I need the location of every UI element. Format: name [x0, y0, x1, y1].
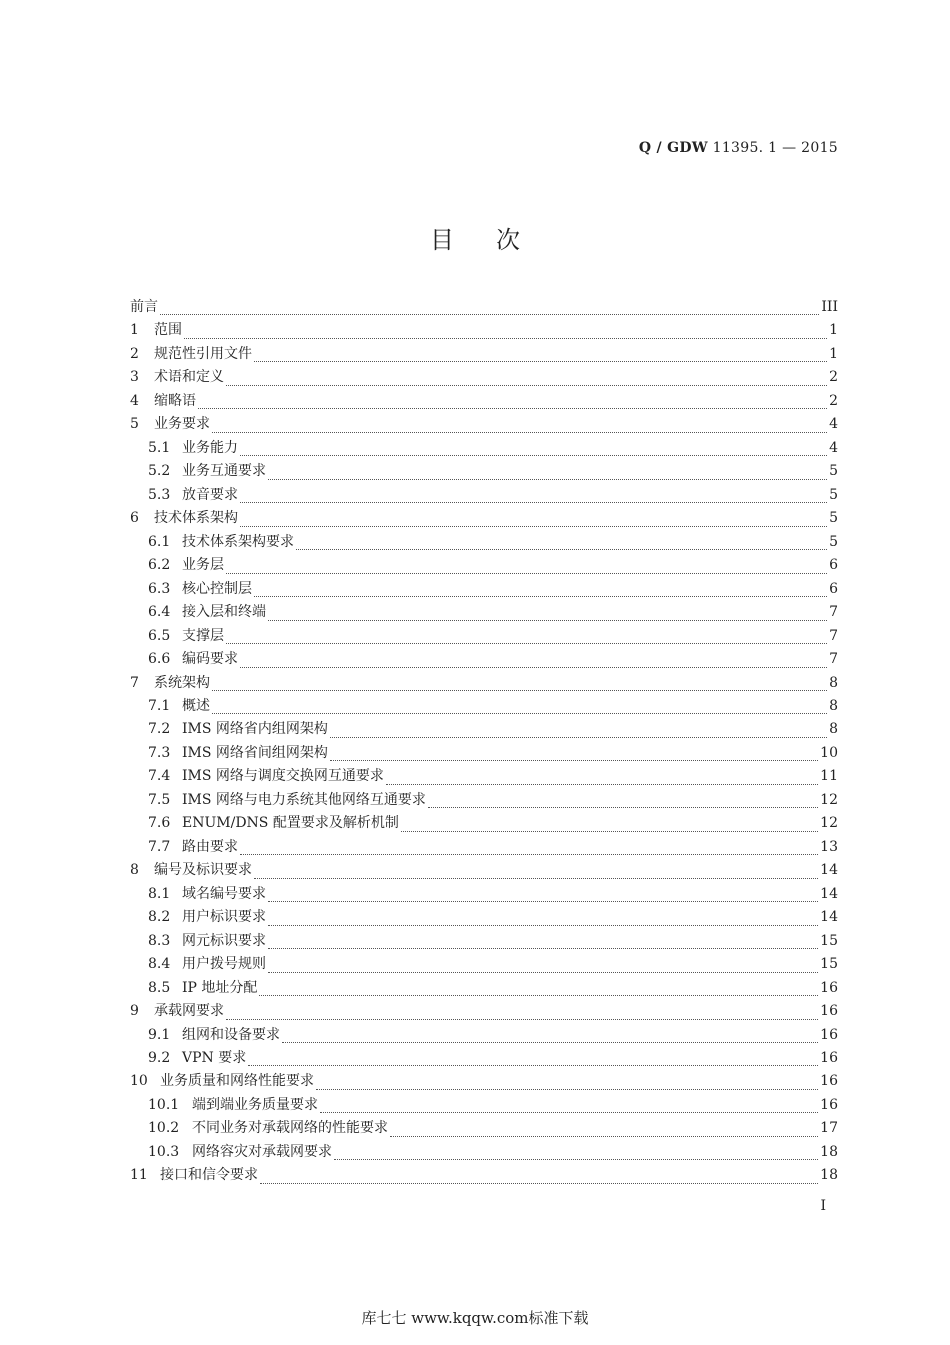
toc-entry-title: 编码要求 [182, 651, 238, 668]
toc-entry-number: 7.6 [148, 815, 171, 832]
toc-dot-leader [330, 736, 827, 738]
toc-entry[interactable] [130, 531, 838, 554]
toc-entry[interactable] [130, 836, 838, 859]
toc-dot-leader [240, 853, 818, 855]
toc-dot-leader [268, 971, 818, 973]
toc-entry[interactable] [130, 672, 838, 695]
standard-code-header [639, 140, 838, 156]
toc-dot-leader [160, 313, 819, 315]
toc-entry[interactable] [130, 812, 838, 835]
toc-entry[interactable] [130, 1000, 838, 1023]
toc-dot-leader [212, 431, 827, 433]
toc-entry-page: 5 [829, 463, 838, 480]
toc-entry-page: 10 [820, 744, 838, 761]
toc-entry-title: 核心控制层 [182, 580, 252, 597]
toc-entry-page: 15 [820, 956, 838, 973]
toc-entry-number: 7.3 [148, 744, 171, 761]
toc-entry[interactable] [130, 718, 838, 741]
toc-dot-leader [268, 924, 818, 926]
toc-entry-page: 8 [829, 674, 838, 691]
toc-entry-number: 3 [130, 369, 139, 386]
toc-dot-leader [184, 337, 827, 339]
toc-entry[interactable] [130, 507, 838, 530]
toc-entry-title: 支撑层 [182, 627, 224, 644]
toc-entry-title: 缩略语 [154, 392, 196, 409]
toc-dot-leader [240, 525, 827, 527]
page-number: I [820, 1198, 826, 1214]
toc-entry[interactable] [130, 953, 838, 976]
toc-entry-title: IP 地址分配 [182, 979, 258, 996]
toc-dot-leader [268, 478, 827, 480]
toc-dot-leader [259, 994, 818, 996]
toc-entry-title: 业务能力 [182, 439, 238, 456]
toc-entry-title: 域名编号要求 [182, 885, 266, 902]
toc-dot-leader [254, 877, 818, 879]
toc-entry-number: 7 [130, 674, 139, 691]
toc-dot-leader [282, 1041, 818, 1043]
toc-entry-number: 7.4 [148, 768, 171, 785]
toc-entry-page: 4 [829, 439, 838, 456]
toc-entry-title: 不同业务对承载网络的性能要求 [192, 1120, 388, 1137]
toc-dot-leader [428, 806, 818, 808]
toc-entry-number: 6.6 [148, 651, 171, 668]
toc-entry-page: 16 [820, 979, 838, 996]
toc-dot-leader [226, 642, 827, 644]
toc-entry-number: 6.3 [148, 580, 171, 597]
toc-entry-page: 8 [829, 697, 838, 714]
toc-entry-page: 11 [820, 768, 838, 785]
toc-entry-number: 10.2 [148, 1120, 180, 1137]
toc-entry[interactable] [130, 625, 838, 648]
toc-entry-page: 7 [829, 604, 838, 621]
toc-entry[interactable] [130, 578, 838, 601]
toc-entry-number: 5 [130, 416, 139, 433]
toc-entry-page: 1 [829, 345, 838, 362]
toc-entry-title: 组网和设备要求 [182, 1026, 280, 1043]
toc-dot-leader [212, 689, 827, 691]
toc-dot-leader [386, 783, 818, 785]
toc-entry-page: 5 [829, 533, 838, 550]
toc-entry-title: 术语和定义 [154, 369, 224, 386]
toc-entry-title: IMS 网络与电力系统其他网络互通要求 [182, 791, 426, 808]
toc-entry-number: 2 [130, 345, 139, 362]
toc-entry-title: 范围 [154, 322, 182, 339]
toc-entry-number: 9.1 [148, 1026, 171, 1043]
toc-entry-title: 网元标识要求 [182, 932, 266, 949]
toc-entry-title: 用户标识要求 [182, 909, 266, 926]
toc-entry-number: 7.5 [148, 791, 171, 808]
toc-entry[interactable] [130, 859, 838, 882]
toc-entry-number: 8.2 [148, 909, 171, 926]
toc-entry-title: 规范性引用文件 [154, 345, 252, 362]
toc-entry-title: 技术体系架构 [154, 510, 238, 527]
toc-entry-page: 12 [820, 791, 838, 808]
toc-entry-page: 18 [820, 1167, 838, 1184]
toc-entry[interactable] [130, 366, 838, 389]
toc-entry-number: 5.1 [148, 439, 171, 456]
toc-dot-leader [330, 759, 818, 761]
toc-entry[interactable] [130, 906, 838, 929]
toc-entry-page: III [821, 299, 838, 315]
toc-dot-leader [260, 1182, 818, 1184]
toc-entry[interactable] [130, 1141, 838, 1164]
toc-entry-page: 6 [829, 557, 838, 574]
toc-entry-page: 4 [829, 416, 838, 433]
toc-entry-title: IMS 网络与调度交换网互通要求 [182, 768, 384, 785]
toc-dot-leader [226, 1018, 818, 1020]
toc-entry-page: 15 [820, 932, 838, 949]
toc-dot-leader [254, 360, 827, 362]
toc-entry[interactable] [130, 648, 838, 671]
toc-entry-page: 5 [829, 486, 838, 503]
toc-dot-leader [401, 830, 818, 832]
toc-entry-title: 网络容灾对承载网要求 [192, 1143, 332, 1160]
toc-entry-number: 11 [130, 1167, 148, 1184]
toc-dot-leader [254, 595, 827, 597]
standard-number: 11395. 1 — 2015 [712, 140, 838, 156]
table-of-contents [130, 296, 838, 1188]
toc-entry-number: 10 [130, 1073, 148, 1090]
toc-entry-page: 7 [829, 651, 838, 668]
toc-entry-number: 5.2 [148, 463, 171, 480]
footer-watermark: 库七七 www.kqqw.com标准下载 [361, 1309, 589, 1327]
toc-entry-title: 系统架构 [154, 674, 210, 691]
toc-entry[interactable] [130, 296, 838, 319]
toc-entry[interactable] [130, 554, 838, 577]
toc-entry-title: 编号及标识要求 [154, 862, 252, 879]
toc-entry-title: 端到端业务质量要求 [192, 1096, 318, 1113]
toc-entry-number: 10.3 [148, 1143, 180, 1160]
toc-entry-page: 14 [820, 885, 838, 902]
toc-entry-page: 2 [829, 392, 838, 409]
toc-dot-leader [320, 1111, 818, 1113]
toc-entry-number: 9 [130, 1003, 139, 1020]
standard-code: Q / GDW [638, 140, 708, 156]
toc-entry-page: 2 [829, 369, 838, 386]
toc-entry[interactable] [130, 1164, 838, 1187]
toc-dot-leader [198, 407, 827, 409]
toc-dot-leader [248, 1064, 818, 1066]
toc-entry-page: 8 [829, 721, 838, 738]
toc-entry-title: 前言 [130, 299, 158, 315]
toc-entry-number: 8 [130, 862, 139, 879]
toc-dot-leader [240, 666, 827, 668]
toc-entry-page: 16 [820, 1003, 838, 1020]
toc-entry[interactable] [130, 1070, 838, 1093]
toc-entry[interactable] [130, 977, 838, 1000]
toc-entry-title: 业务互通要求 [182, 463, 266, 480]
toc-entry-title: ENUM/DNS 配置要求及解析机制 [182, 815, 399, 832]
toc-dot-leader [226, 384, 827, 386]
toc-dot-leader [268, 947, 818, 949]
toc-entry[interactable] [130, 930, 838, 953]
toc-entry-page: 5 [829, 510, 838, 527]
toc-entry-number: 7.7 [148, 838, 171, 855]
toc-entry-number: 4 [130, 392, 139, 409]
toc-dot-leader [226, 572, 827, 574]
toc-entry-number: 7.2 [148, 721, 171, 738]
toc-entry-number: 8.5 [148, 979, 171, 996]
toc-entry[interactable] [130, 1047, 838, 1070]
toc-entry-title: 接入层和终端 [182, 604, 266, 621]
toc-entry-page: 16 [820, 1096, 838, 1113]
toc-entry-title: VPN 要求 [182, 1050, 247, 1066]
toc-entry-page: 14 [820, 862, 838, 879]
toc-entry-title: 业务要求 [154, 416, 210, 433]
toc-entry-number: 8.1 [148, 885, 171, 902]
toc-entry-number: 8.3 [148, 932, 171, 949]
toc-entry[interactable] [130, 765, 838, 788]
toc-entry[interactable] [130, 460, 838, 483]
toc-entry-title: 承载网要求 [154, 1003, 224, 1020]
toc-entry[interactable] [130, 413, 838, 436]
toc-entry[interactable] [130, 883, 838, 906]
toc-entry-page: 1 [829, 322, 838, 339]
toc-dot-leader [334, 1158, 818, 1160]
toc-entry-page: 7 [829, 627, 838, 644]
toc-entry-page: 16 [820, 1073, 838, 1090]
toc-entry-page: 13 [820, 838, 838, 855]
toc-entry-title: IMS 网络省间组网架构 [182, 744, 328, 761]
toc-dot-leader [212, 712, 827, 714]
toc-dot-leader [240, 454, 827, 456]
toc-entry-page: 6 [829, 580, 838, 597]
toc-entry-title: 接口和信令要求 [160, 1167, 258, 1184]
toc-entry-number: 6.1 [148, 533, 171, 550]
toc-entry[interactable] [130, 437, 838, 460]
toc-entry-page: 16 [820, 1026, 838, 1043]
toc-entry[interactable] [130, 695, 838, 718]
toc-entry-number: 10.1 [148, 1096, 180, 1113]
toc-entry-number: 1 [130, 322, 139, 339]
toc-entry[interactable] [130, 789, 838, 812]
toc-entry-page: 12 [820, 815, 838, 832]
toc-entry-title: 业务层 [182, 557, 224, 574]
toc-entry-number: 8.4 [148, 956, 171, 973]
toc-entry[interactable] [130, 319, 838, 342]
toc-entry-number: 6.5 [148, 627, 171, 644]
toc-entry[interactable] [130, 1024, 838, 1047]
toc-entry-title: 业务质量和网络性能要求 [160, 1073, 314, 1090]
toc-dot-leader [316, 1088, 818, 1090]
toc-entry[interactable] [130, 390, 838, 413]
toc-entry[interactable] [130, 1117, 838, 1140]
toc-entry-number: 9.2 [148, 1050, 171, 1066]
toc-entry[interactable] [130, 742, 838, 765]
toc-entry[interactable] [130, 1094, 838, 1117]
toc-dot-leader [390, 1135, 818, 1137]
toc-entry-title: 放音要求 [182, 486, 238, 503]
toc-entry[interactable] [130, 484, 838, 507]
toc-dot-leader [268, 900, 818, 902]
toc-dot-leader [240, 501, 827, 503]
toc-entry-title: 概述 [182, 697, 210, 714]
toc-entry-number: 7.1 [148, 697, 171, 714]
toc-entry[interactable] [130, 601, 838, 624]
toc-entry-title: 技术体系架构要求 [182, 533, 294, 550]
toc-entry-page: 14 [820, 909, 838, 926]
page-title: 目次 [430, 226, 562, 254]
toc-dot-leader [268, 619, 827, 621]
toc-entry[interactable] [130, 343, 838, 366]
toc-entry-page: 18 [820, 1143, 838, 1160]
toc-entry-title: IMS 网络省内组网架构 [182, 721, 328, 738]
toc-entry-number: 6.4 [148, 604, 171, 621]
toc-dot-leader [296, 548, 827, 550]
toc-entry-page: 17 [820, 1120, 838, 1137]
toc-entry-number: 6.2 [148, 557, 171, 574]
toc-entry-title: 用户拨号规则 [182, 956, 266, 973]
toc-entry-title: 路由要求 [182, 838, 238, 855]
toc-entry-page: 16 [820, 1050, 838, 1066]
toc-entry-number: 5.3 [148, 486, 171, 503]
toc-entry-number: 6 [130, 510, 139, 527]
